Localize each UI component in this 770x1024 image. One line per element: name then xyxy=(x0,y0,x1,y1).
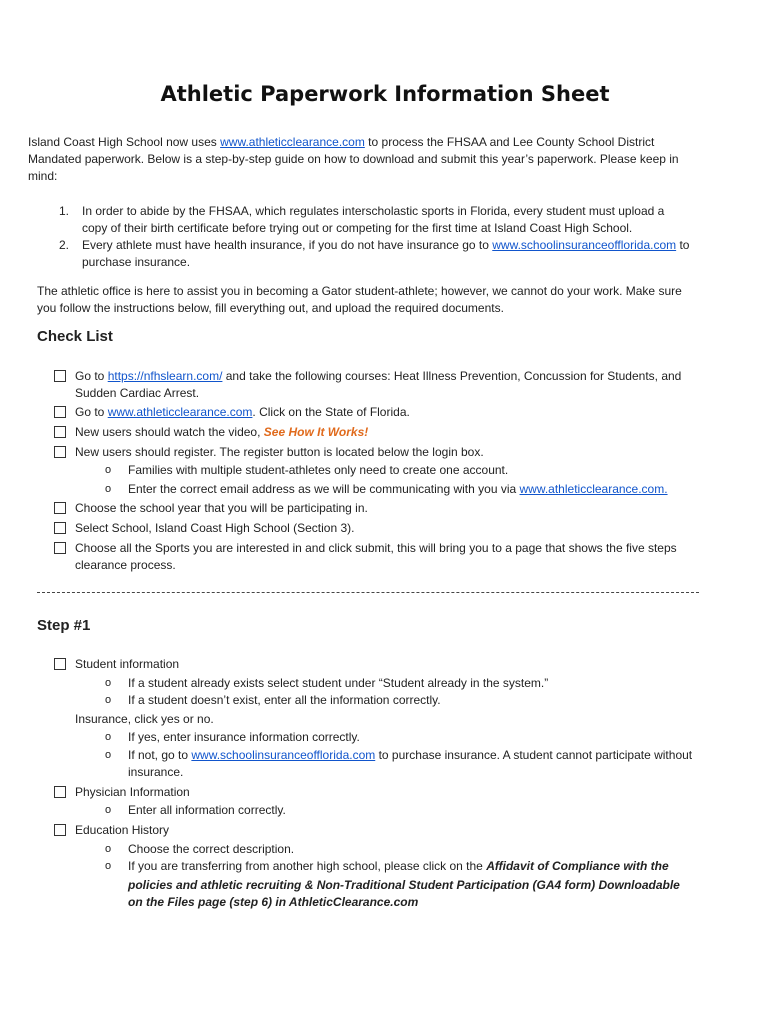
checkbox[interactable] xyxy=(54,370,66,382)
bullet-glyph: o xyxy=(105,694,112,706)
item-text: If not, go to xyxy=(128,748,192,762)
checkbox[interactable] xyxy=(54,542,66,554)
page-title: Athletic Paperwork Information Sheet xyxy=(160,82,610,106)
office-line-1: The athletic office is here to assist you in becoming a Gator student-athlete; however, we cannot do your work. Make sure xyxy=(37,284,682,298)
list-number: 1. xyxy=(59,204,70,218)
education-sub-1: Choose the correct description. xyxy=(128,842,295,856)
item-text: New users should watch the video, xyxy=(75,425,264,439)
checkbox[interactable] xyxy=(54,502,66,514)
item-text: Go to xyxy=(75,405,108,419)
checkbox[interactable] xyxy=(54,786,66,798)
checklist-item-7-line-1: Choose all the Sports you are interested in and click submit, this will bring you to a page that shows the five steps xyxy=(75,541,677,555)
intro-line-1 xyxy=(28,134,654,151)
checkbox[interactable] xyxy=(54,658,66,670)
step1-heading: Step #1 xyxy=(37,617,91,634)
schoolinsurance-link[interactable]: www.schoolinsuranceofflorida.com xyxy=(191,748,376,762)
see-how-it-works-text: See How It Works! xyxy=(263,425,369,439)
bullet-glyph: o xyxy=(105,860,112,872)
item-text: to purchase insurance. A student cannot participate without xyxy=(375,748,693,762)
intro-line-2: Mandated paperwork. Below is a step-by-step guide on how to download and submit this year’s paperwork. Please keep in xyxy=(28,152,679,166)
affidavit-bold-text: Affidavit of Compliance with the xyxy=(486,859,669,873)
physician-sub-1: Enter all information correctly. xyxy=(128,803,286,817)
checklist-item-2 xyxy=(75,404,410,421)
item-text: If you are transferring from another high school, please click on the xyxy=(128,859,487,873)
athleticclearance-link[interactable]: www.athleticclearance.com xyxy=(220,135,365,149)
checklist-heading: Check List xyxy=(37,328,113,345)
checklist-item-3 xyxy=(75,424,368,441)
checklist-item-6: Select School, Island Coast High School (Section 3). xyxy=(75,521,355,535)
schoolinsurance-link[interactable]: www.schoolinsuranceofflorida.com xyxy=(492,238,677,252)
intro-text-cont: to process the FHSAA and Lee County School District xyxy=(364,135,655,149)
item-text: to xyxy=(676,238,690,252)
item-text: and take the following courses: Heat Illness Prevention, Concussion for Students, and xyxy=(222,369,682,383)
education-item: Education History xyxy=(75,823,170,837)
bullet-glyph: o xyxy=(105,843,112,855)
education-sub-2-line-3: on the Files page (step 6) in AthleticClearance.com xyxy=(128,895,419,909)
physician-item: Physician Information xyxy=(75,785,190,799)
checkbox[interactable] xyxy=(54,522,66,534)
athleticclearance-link[interactable]: www.athleticclearance.com. xyxy=(519,482,668,496)
item-text: . Click on the State of Florida. xyxy=(252,405,410,419)
bullet-glyph: o xyxy=(105,464,112,476)
numbered-item-1-line-1: In order to abide by the FHSAA, which regulates interscholastic sports in Florida, every student must upload a xyxy=(82,204,665,218)
numbered-item-2-line-2: purchase insurance. xyxy=(82,255,191,269)
student-info-item: Student information xyxy=(75,657,180,671)
nfhslearn-link[interactable]: https://nfhslearn.com/ xyxy=(107,369,223,383)
education-sub-2-line-1 xyxy=(128,858,669,875)
checklist-item-4: New users should register. The register button is located below the login box. xyxy=(75,445,484,459)
checklist-item-5: Choose the school year that you will be participating in. xyxy=(75,501,368,515)
numbered-item-2-line-1 xyxy=(82,237,689,254)
insurance-sub-2-line-2: insurance. xyxy=(128,765,184,779)
bullet-glyph: o xyxy=(105,731,112,743)
checkbox[interactable] xyxy=(54,426,66,438)
insurance-line: Insurance, click yes or no. xyxy=(75,712,214,726)
checkbox[interactable] xyxy=(54,446,66,458)
item-text: Every athlete must have health insurance, if you do not have insurance go to xyxy=(82,238,493,252)
bullet-glyph: o xyxy=(105,483,112,495)
item-text: Go to xyxy=(75,369,108,383)
numbered-item-1-line-2: copy of their birth certificate before trying out or competing for the first time at Island Coast High School. xyxy=(82,221,633,235)
checklist-item-4-sub-2 xyxy=(128,481,668,498)
education-sub-2-line-2: policies and athletic recruiting & Non-Traditional Student Participation (GA4 form) Downloadable xyxy=(128,878,680,892)
checklist-item-1-line-1 xyxy=(75,368,681,385)
insurance-sub-1: If yes, enter insurance information correctly. xyxy=(128,730,360,744)
insurance-sub-2-line-1 xyxy=(128,747,692,764)
checklist-item-7-line-2: clearance process. xyxy=(75,558,176,572)
list-number: 2. xyxy=(59,238,70,252)
checklist-item-1-line-2: Sudden Cardiac Arrest. xyxy=(75,386,200,400)
checklist-item-4-sub-1: Families with multiple student-athletes only need to create one account. xyxy=(128,463,509,477)
office-line-2: you follow the instructions below, fill everything out, and upload the required documents. xyxy=(37,301,504,315)
student-info-sub-2: If a student doesn’t exist, enter all the information correctly. xyxy=(128,693,441,707)
student-info-sub-1: If a student already exists select student under “Student already in the system.” xyxy=(128,676,549,690)
item-text: Enter the correct email address as we will be communicating with you via xyxy=(128,482,520,496)
bullet-glyph: o xyxy=(105,804,112,816)
bullet-glyph: o xyxy=(105,749,112,761)
checkbox[interactable] xyxy=(54,406,66,418)
section-divider xyxy=(37,592,699,593)
intro-line-3: mind: xyxy=(28,169,58,183)
checkbox[interactable] xyxy=(54,824,66,836)
athleticclearance-link[interactable]: www.athleticclearance.com xyxy=(107,405,253,419)
bullet-glyph: o xyxy=(105,677,112,689)
intro-text: Island Coast High School now uses xyxy=(28,135,221,149)
